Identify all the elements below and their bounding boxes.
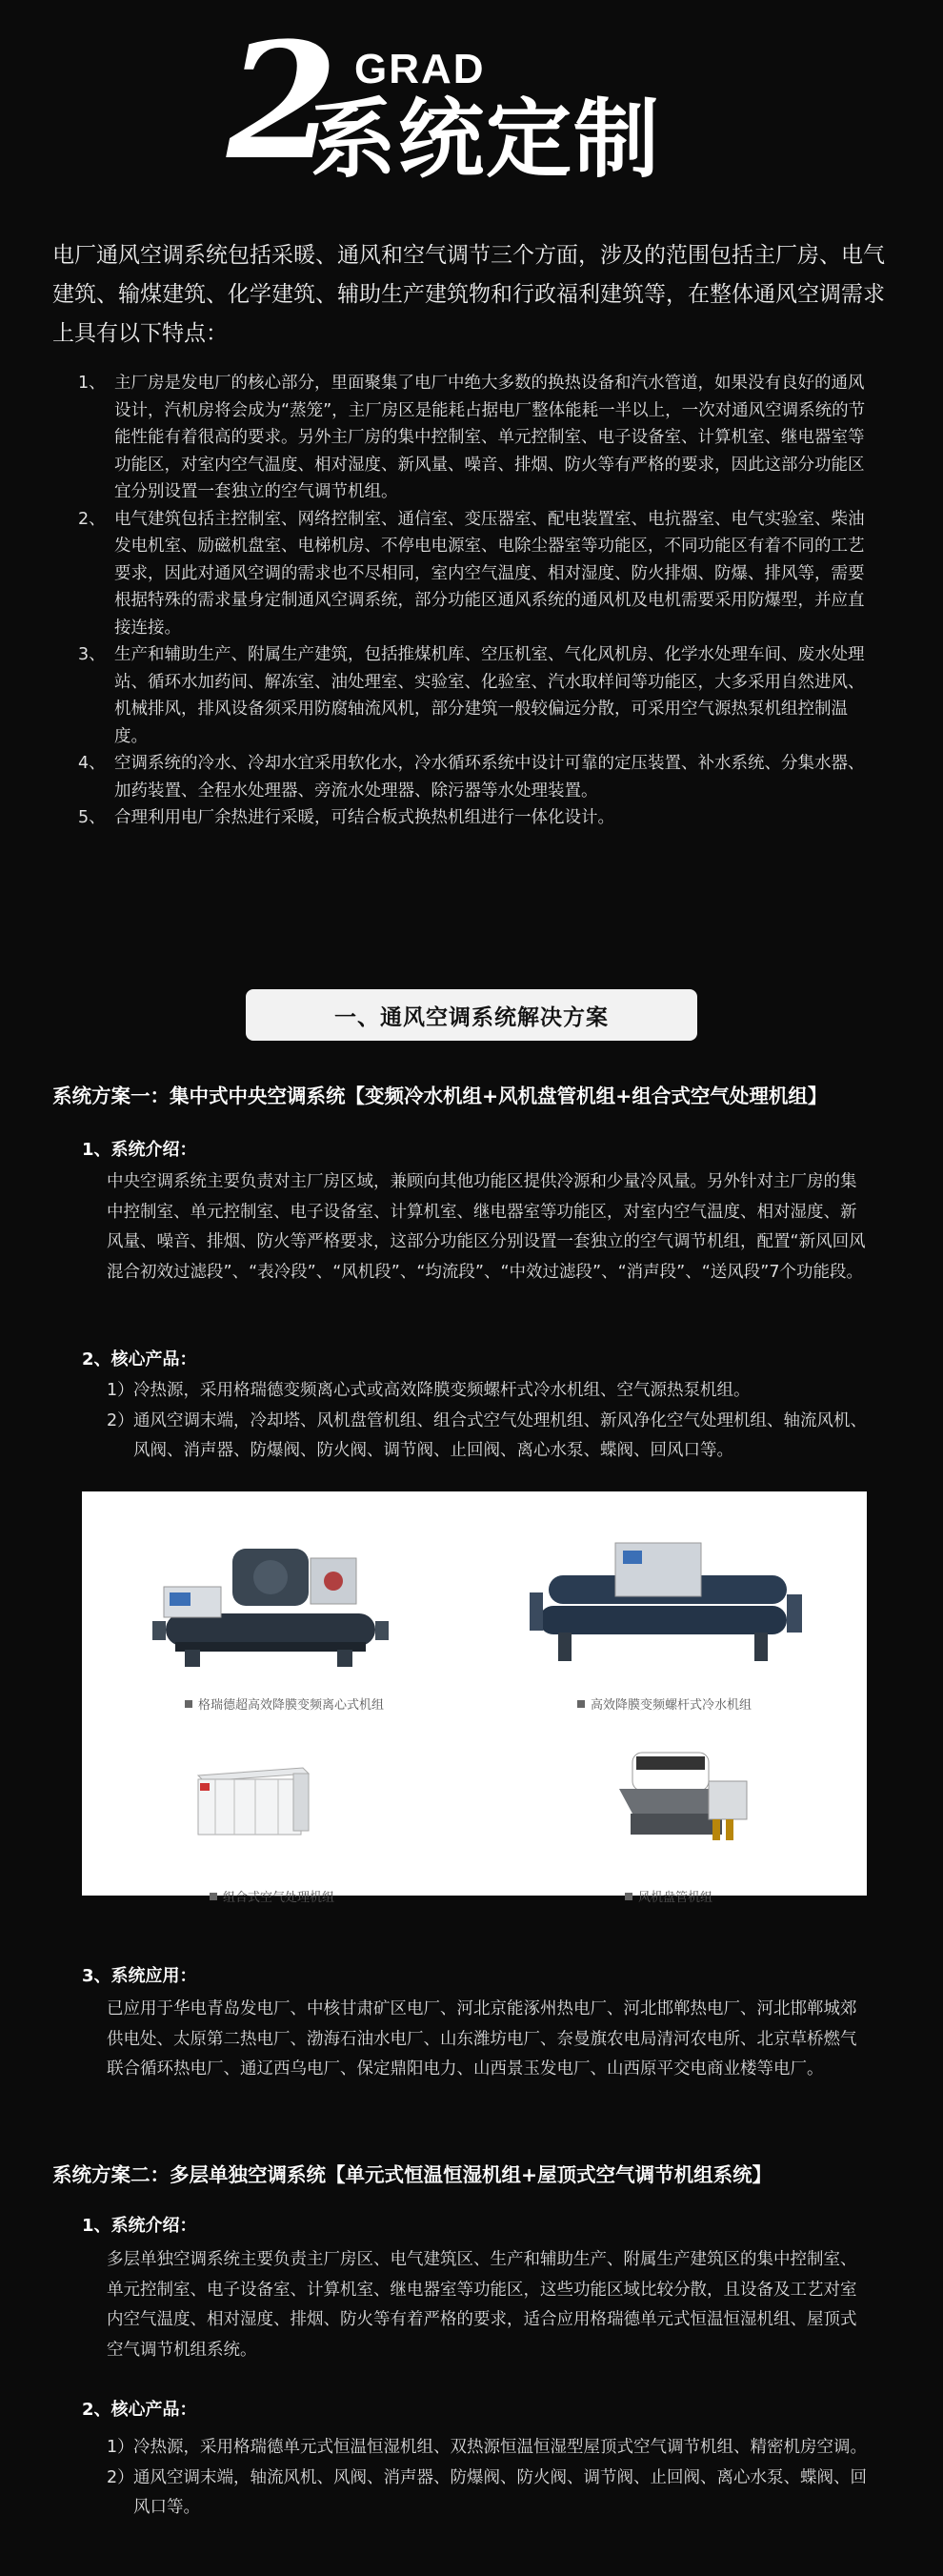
list-text: 生产和辅助生产、附属生产建筑，包括推煤机库、空压机室、气化风机房、化学水处理车间、废水处理站、循环水加药间、解冻室、油处理室、实验室、化验室、汽水取样间等功能区，大多采用自然进风、机械排风，排风设备须采用防腐轴流风机，部分建筑一般较偏远分散，可采用空气源热泵机组控制温度。 <box>114 645 865 746</box>
list-text: 通风空调末端，冷却塔、风机盘管机组、组合式空气处理机组、新风净化空气处理机组、轴流风机、风阀、消声器、防爆阀、防火阀、调节阀、止回阀、离心水泵、蝶阀、回风口等。 <box>133 1410 867 1460</box>
plan2-intro-heading: 1、系统介绍： <box>82 2216 197 2236</box>
list-item <box>107 2433 869 2464</box>
list-text: 主厂房是发电厂的核心部分，里面聚集了电厂中绝大多数的换热设备和汽水管道，如果没有良好的通风设计，汽机房将会成为“蒸笼”，主厂房区是能耗占据电厂整体能耗一半以上，一次对通风空调系统的节能性能有着很高的要求。另外主厂房的集中控制室、单元控制室、电子设备室、计算机室、继电器室等功能区，对室内空气温度、相对湿度、新风量、噪音、排烟、防火等有严格的要求，因此这部分功能区宜分别设置一套独立的空气调节机组。 <box>114 374 866 501</box>
list-item <box>78 370 869 506</box>
plan1-intro-heading: 1、系统介绍： <box>82 1140 197 1160</box>
list-number: 3、 <box>78 645 106 664</box>
bullet-square-icon <box>625 1893 632 1900</box>
image-caption: 风机盘管机组 <box>625 1887 712 1905</box>
plan1-title: 系统方案一：集中式中央空调系统【变频冷水机组+风机盘管机组+组合式空气处理机组】 <box>52 1085 828 1107</box>
list-item <box>107 2464 869 2524</box>
list-text: 电气建筑包括主控制室、网络控制室、通信室、变压器室、配电装置室、电抗器室、电气实验室、柴油发电机室、励磁机盘室、电梯机房、不停电电源室、电除尘器室等功能区，不同功能区有着不同的工艺要求，因此对通风空调的需求也不尽相同，室内空气温度、相对湿度、防火排烟、防爆、排风等，需要根据特殊的需求量身定制通风空调系统，部分功能区通风系统的通风机及电机需要采用防爆型，并应直接连接。 <box>114 509 865 638</box>
image-caption: 格瑞德超高效降膜变频离心式机组 <box>185 1694 384 1713</box>
image-caption: 高效降膜变频螺杆式冷水机组 <box>577 1694 752 1713</box>
list-number: 2） <box>107 2467 134 2487</box>
list-text: 空调系统的冷水、冷却水宜采用软化水，冷水循环系统中设计可靠的定压装置、补水系统、分集水器、加药装置、全程水处理器、旁流水处理器、除污器等水处理装置。 <box>114 754 865 801</box>
list-item <box>78 750 869 804</box>
header <box>0 0 943 219</box>
list-item <box>78 641 869 750</box>
list-text: 冷热源，采用格瑞德变频离心式或高效降膜变频螺杆式冷水机组、空气源热泵机组。 <box>133 1381 751 1400</box>
list-number: 4、 <box>78 754 106 773</box>
list-number: 2） <box>107 1410 134 1430</box>
plan2-product-list <box>107 2433 869 2524</box>
list-text: 合理利用电厂余热进行采暖，可结合板式换热机组进行一体化设计。 <box>114 808 614 827</box>
feature-list <box>78 370 869 832</box>
fan-coil-unit-image <box>604 1743 766 1848</box>
list-item <box>107 1376 869 1407</box>
list-number: 5、 <box>78 808 106 827</box>
list-text: 冷热源，采用格瑞德单元式恒温恒湿机组、双热源恒温恒湿型屋顶式空气调节机组、精密机房空调。 <box>133 2438 867 2457</box>
plan2-intro-text: 多层单独空调系统主要负责主厂房区、电气建筑区、生产和辅助生产、附属生产建筑区的集中控制室、单元控制室、电子设备室、计算机室、继电器室等功能区，这些功能区域比较分散，且设备及工艺对室内空气温度、相对湿度、排烟、防火等有着严格的要求，适合应用格瑞德单元式恒温恒湿机组、屋顶式空气调节机组系统。 <box>107 2250 857 2360</box>
list-number: 1、 <box>78 374 106 393</box>
list-item <box>78 506 869 642</box>
air-handling-unit-image <box>189 1760 312 1842</box>
brand-logo-text: GRAD <box>354 46 486 92</box>
bullet-square-icon <box>210 1893 217 1900</box>
plan1-apps-text: 已应用于华电青岛发电厂、中核甘肃矿区电厂、河北京能涿州热电厂、河北邯郸热电厂、河北邯郸城郊供电处、太原第二热电厂、渤海石油水电厂、山东潍坊电厂、奈曼旗农电局清河农电所、北京草桥燃气联合循环热电厂、通辽西乌电厂、保定鼎阳电力、山西景玉发电厂、山西原平交电商业楼等电厂。 <box>107 1999 857 2079</box>
plan1-products-heading: 2、核心产品： <box>82 1349 197 1369</box>
plan2-title: 系统方案二：多层单独空调系统【单元式恒温恒湿机组+屋顶式空气调节机组系统】 <box>52 2163 772 2186</box>
screw-chiller-image <box>530 1537 806 1671</box>
list-number: 1） <box>107 2438 134 2457</box>
section-title-pill: 一、通风空调系统解决方案 <box>246 989 697 1041</box>
bullet-square-icon <box>577 1700 585 1708</box>
product-image-panel <box>82 1491 867 1905</box>
plan1-intro-text: 中央空调系统主要负责对主厂房区域，兼顾向其他功能区提供冷源和少量冷风量。另外针对主厂房的集中控制室、单元控制室、电子设备室、计算机室、继电器室等功能区，对室内空气温度、相对湿度、新风量、噪音、排烟、防火等严格要求，这部分功能区分别设置一套独立的空气调节机组，配置“新风回风混合初效过滤段”、“表冷段”、“风机段”、“均流段”、“中效过滤段”、“消声段”、“送风段”7个功能段。 <box>107 1172 866 1282</box>
list-text: 通风空调末端，轴流风机、风阀、消声器、防爆阀、防火阀、调节阀、止回阀、离心水泵、蝶阀、回风口等。 <box>133 2467 867 2517</box>
plan1-product-list <box>107 1376 869 1467</box>
list-number: 2、 <box>78 509 106 529</box>
centrifugal-chiller-image <box>147 1530 394 1673</box>
plan1-apps-heading: 3、系统应用： <box>82 1966 197 1986</box>
bullet-square-icon <box>185 1700 192 1708</box>
intro-paragraph: 电厂通风空调系统包括采暖、通风和空气调节三个方面，涉及的范围包括主厂房、电气建筑、输煤建筑、化学建筑、辅助生产建筑物和行政福利建筑等，在整体通风空调需求上具有以下特点： <box>52 243 885 346</box>
image-caption: 组合式空气处理机组 <box>210 1887 334 1905</box>
list-item <box>78 804 869 832</box>
list-number: 1） <box>107 1381 134 1400</box>
plan2-products-heading: 2、核心产品： <box>82 2400 197 2420</box>
section-number: 2 <box>227 7 338 195</box>
page-title: 系统定制 <box>311 90 661 190</box>
list-item <box>107 1407 869 1467</box>
